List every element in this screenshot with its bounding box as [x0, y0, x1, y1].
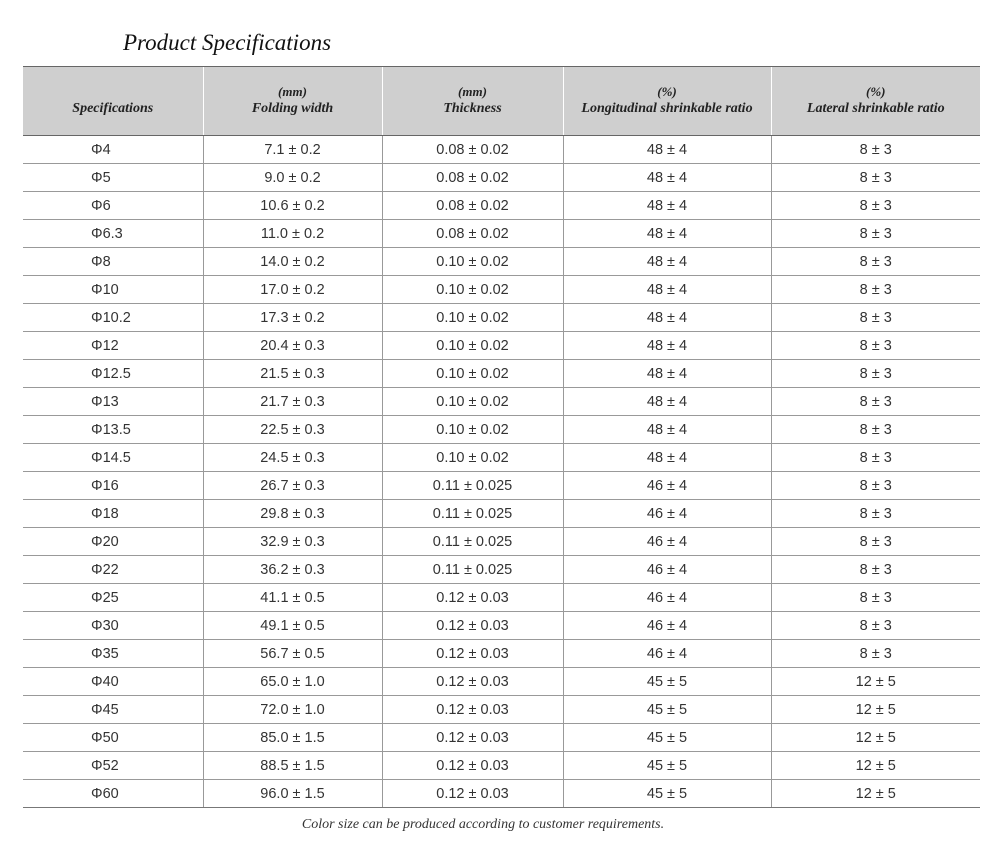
header-unit: (%) — [866, 84, 886, 99]
spec-table-header — [23, 67, 980, 136]
folding-width-cell: 7.1 ± 0.2 — [203, 136, 382, 164]
lateral-ratio-cell: 8 ± 3 — [771, 612, 980, 640]
table-row — [23, 416, 980, 444]
lateral-ratio-cell: 8 ± 3 — [771, 248, 980, 276]
thickness-cell: 0.10 ± 0.02 — [382, 360, 563, 388]
folding-width-cell: 17.3 ± 0.2 — [203, 304, 382, 332]
thickness-cell: 0.11 ± 0.025 — [382, 528, 563, 556]
spec-cell: Φ10.2 — [23, 304, 203, 332]
spec-cell: Φ13.5 — [23, 416, 203, 444]
table-row — [23, 584, 980, 612]
table-row — [23, 472, 980, 500]
longitudinal-ratio-cell: 45 ± 5 — [563, 724, 771, 752]
table-row — [23, 136, 980, 164]
lateral-ratio-cell: 8 ± 3 — [771, 556, 980, 584]
table-row — [23, 388, 980, 416]
folding-width-cell: 11.0 ± 0.2 — [203, 220, 382, 248]
thickness-cell: 0.12 ± 0.03 — [382, 696, 563, 724]
footnote: Color size can be produced according to customer requirements. — [301, 817, 665, 832]
longitudinal-ratio-cell: 48 ± 4 — [563, 332, 771, 360]
table-row — [23, 192, 980, 220]
longitudinal-ratio-cell: 48 ± 4 — [563, 164, 771, 192]
lateral-ratio-cell: 8 ± 3 — [771, 360, 980, 388]
longitudinal-ratio-cell: 46 ± 4 — [563, 472, 771, 500]
lateral-ratio-cell: 8 ± 3 — [771, 192, 980, 220]
longitudinal-ratio-cell: 48 ± 4 — [563, 388, 771, 416]
spec-table-body — [23, 136, 980, 808]
folding-width-cell: 56.7 ± 0.5 — [203, 640, 382, 668]
folding-width-cell: 21.7 ± 0.3 — [203, 388, 382, 416]
header-label: Longitudinal shrinkable ratio — [581, 101, 753, 116]
thickness-cell: 0.08 ± 0.02 — [382, 136, 563, 164]
spec-cell: Φ14.5 — [23, 444, 203, 472]
thickness-cell: 0.11 ± 0.025 — [382, 556, 563, 584]
table-row — [23, 276, 980, 304]
spec-cell: Φ16 — [23, 472, 203, 500]
header-folding-width — [203, 67, 382, 136]
thickness-cell: 0.12 ± 0.03 — [382, 724, 563, 752]
lateral-ratio-cell: 12 ± 5 — [771, 668, 980, 696]
lateral-ratio-cell: 12 ± 5 — [771, 724, 980, 752]
thickness-cell: 0.12 ± 0.03 — [382, 640, 563, 668]
folding-width-cell: 9.0 ± 0.2 — [203, 164, 382, 192]
table-row — [23, 696, 980, 724]
folding-width-cell: 24.5 ± 0.3 — [203, 444, 382, 472]
spec-cell: Φ12 — [23, 332, 203, 360]
longitudinal-ratio-cell: 46 ± 4 — [563, 640, 771, 668]
header-thickness — [382, 67, 563, 136]
folding-width-cell: 36.2 ± 0.3 — [203, 556, 382, 584]
page-title: Product Specifications — [123, 30, 332, 55]
lateral-ratio-cell: 8 ± 3 — [771, 444, 980, 472]
table-row — [23, 752, 980, 780]
longitudinal-ratio-cell: 48 ± 4 — [563, 304, 771, 332]
lateral-ratio-cell: 8 ± 3 — [771, 388, 980, 416]
spec-cell: Φ40 — [23, 668, 203, 696]
spec-cell: Φ60 — [23, 780, 203, 808]
spec-cell: Φ8 — [23, 248, 203, 276]
lateral-ratio-cell: 8 ± 3 — [771, 136, 980, 164]
table-row — [23, 360, 980, 388]
spec-cell: Φ50 — [23, 724, 203, 752]
thickness-cell: 0.12 ± 0.03 — [382, 584, 563, 612]
folding-width-cell: 41.1 ± 0.5 — [203, 584, 382, 612]
table-row — [23, 248, 980, 276]
spec-cell: Φ12.5 — [23, 360, 203, 388]
longitudinal-ratio-cell: 45 ± 5 — [563, 668, 771, 696]
folding-width-cell: 88.5 ± 1.5 — [203, 752, 382, 780]
longitudinal-ratio-cell: 48 ± 4 — [563, 416, 771, 444]
header-unit: (%) — [657, 84, 677, 99]
thickness-cell: 0.10 ± 0.02 — [382, 388, 563, 416]
longitudinal-ratio-cell: 48 ± 4 — [563, 136, 771, 164]
lateral-ratio-cell: 8 ± 3 — [771, 472, 980, 500]
spec-cell: Φ6.3 — [23, 220, 203, 248]
thickness-cell: 0.11 ± 0.025 — [382, 500, 563, 528]
table-row — [23, 668, 980, 696]
folding-width-cell: 32.9 ± 0.3 — [203, 528, 382, 556]
folding-width-cell: 10.6 ± 0.2 — [203, 192, 382, 220]
lateral-ratio-cell: 8 ± 3 — [771, 584, 980, 612]
spec-cell: Φ20 — [23, 528, 203, 556]
table-row — [23, 220, 980, 248]
thickness-cell: 0.10 ± 0.02 — [382, 332, 563, 360]
longitudinal-ratio-cell: 48 ± 4 — [563, 192, 771, 220]
header-label: Folding width — [251, 101, 334, 116]
spec-cell: Φ5 — [23, 164, 203, 192]
longitudinal-ratio-cell: 45 ± 5 — [563, 696, 771, 724]
header-specifications — [23, 67, 203, 136]
folding-width-cell: 72.0 ± 1.0 — [203, 696, 382, 724]
longitudinal-ratio-cell: 46 ± 4 — [563, 528, 771, 556]
table-row — [23, 528, 980, 556]
thickness-cell: 0.10 ± 0.02 — [382, 276, 563, 304]
spec-cell: Φ6 — [23, 192, 203, 220]
spec-cell: Φ4 — [23, 136, 203, 164]
header-row — [23, 67, 980, 136]
spec-cell: Φ45 — [23, 696, 203, 724]
thickness-cell: 0.12 ± 0.03 — [382, 752, 563, 780]
spec-table — [23, 66, 980, 808]
folding-width-cell: 20.4 ± 0.3 — [203, 332, 382, 360]
table-row — [23, 304, 980, 332]
header-lateral-ratio — [771, 67, 980, 136]
longitudinal-ratio-cell: 46 ± 4 — [563, 500, 771, 528]
table-row — [23, 556, 980, 584]
table-row — [23, 612, 980, 640]
table-row — [23, 640, 980, 668]
table-row — [23, 332, 980, 360]
longitudinal-ratio-cell: 46 ± 4 — [563, 556, 771, 584]
folding-width-cell: 85.0 ± 1.5 — [203, 724, 382, 752]
spec-cell: Φ18 — [23, 500, 203, 528]
header-unit: (mm) — [278, 84, 307, 99]
thickness-cell: 0.08 ± 0.02 — [382, 192, 563, 220]
longitudinal-ratio-cell: 48 ± 4 — [563, 276, 771, 304]
longitudinal-ratio-cell: 48 ± 4 — [563, 220, 771, 248]
spec-cell: Φ25 — [23, 584, 203, 612]
lateral-ratio-cell: 8 ± 3 — [771, 528, 980, 556]
lateral-ratio-cell: 8 ± 3 — [771, 164, 980, 192]
spec-cell: Φ10 — [23, 276, 203, 304]
table-row — [23, 444, 980, 472]
longitudinal-ratio-cell: 45 ± 5 — [563, 780, 771, 808]
thickness-cell: 0.10 ± 0.02 — [382, 416, 563, 444]
thickness-cell: 0.10 ± 0.02 — [382, 304, 563, 332]
lateral-ratio-cell: 8 ± 3 — [771, 276, 980, 304]
lateral-ratio-cell: 8 ± 3 — [771, 332, 980, 360]
header-longitudinal-ratio — [563, 67, 771, 136]
thickness-cell: 0.11 ± 0.025 — [382, 472, 563, 500]
header-label: Specifications — [72, 101, 154, 116]
spec-cell: Φ22 — [23, 556, 203, 584]
lateral-ratio-cell: 12 ± 5 — [771, 752, 980, 780]
lateral-ratio-cell: 8 ± 3 — [771, 220, 980, 248]
table-row — [23, 780, 980, 808]
thickness-cell: 0.08 ± 0.02 — [382, 164, 563, 192]
lateral-ratio-cell: 12 ± 5 — [771, 780, 980, 808]
lateral-ratio-cell: 8 ± 3 — [771, 416, 980, 444]
spec-cell: Φ13 — [23, 388, 203, 416]
longitudinal-ratio-cell: 45 ± 5 — [563, 752, 771, 780]
thickness-cell: 0.08 ± 0.02 — [382, 220, 563, 248]
longitudinal-ratio-cell: 46 ± 4 — [563, 584, 771, 612]
folding-width-cell: 96.0 ± 1.5 — [203, 780, 382, 808]
longitudinal-ratio-cell: 46 ± 4 — [563, 612, 771, 640]
header-label: Thickness — [443, 101, 502, 116]
spec-cell: Φ35 — [23, 640, 203, 668]
longitudinal-ratio-cell: 48 ± 4 — [563, 444, 771, 472]
folding-width-cell: 22.5 ± 0.3 — [203, 416, 382, 444]
folding-width-cell: 14.0 ± 0.2 — [203, 248, 382, 276]
spec-cell: Φ30 — [23, 612, 203, 640]
longitudinal-ratio-cell: 48 ± 4 — [563, 248, 771, 276]
table-row — [23, 164, 980, 192]
thickness-cell: 0.12 ± 0.03 — [382, 668, 563, 696]
lateral-ratio-cell: 8 ± 3 — [771, 640, 980, 668]
folding-width-cell: 17.0 ± 0.2 — [203, 276, 382, 304]
folding-width-cell: 65.0 ± 1.0 — [203, 668, 382, 696]
table-row — [23, 500, 980, 528]
lateral-ratio-cell: 8 ± 3 — [771, 500, 980, 528]
folding-width-cell: 29.8 ± 0.3 — [203, 500, 382, 528]
spec-cell: Φ52 — [23, 752, 203, 780]
lateral-ratio-cell: 12 ± 5 — [771, 696, 980, 724]
lateral-ratio-cell: 8 ± 3 — [771, 304, 980, 332]
folding-width-cell: 21.5 ± 0.3 — [203, 360, 382, 388]
thickness-cell: 0.10 ± 0.02 — [382, 444, 563, 472]
table-row — [23, 724, 980, 752]
thickness-cell: 0.12 ± 0.03 — [382, 612, 563, 640]
longitudinal-ratio-cell: 48 ± 4 — [563, 360, 771, 388]
folding-width-cell: 49.1 ± 0.5 — [203, 612, 382, 640]
header-label: Lateral shrinkable ratio — [806, 101, 945, 116]
thickness-cell: 0.12 ± 0.03 — [382, 780, 563, 808]
folding-width-cell: 26.7 ± 0.3 — [203, 472, 382, 500]
header-unit: (mm) — [458, 84, 487, 99]
thickness-cell: 0.10 ± 0.02 — [382, 248, 563, 276]
